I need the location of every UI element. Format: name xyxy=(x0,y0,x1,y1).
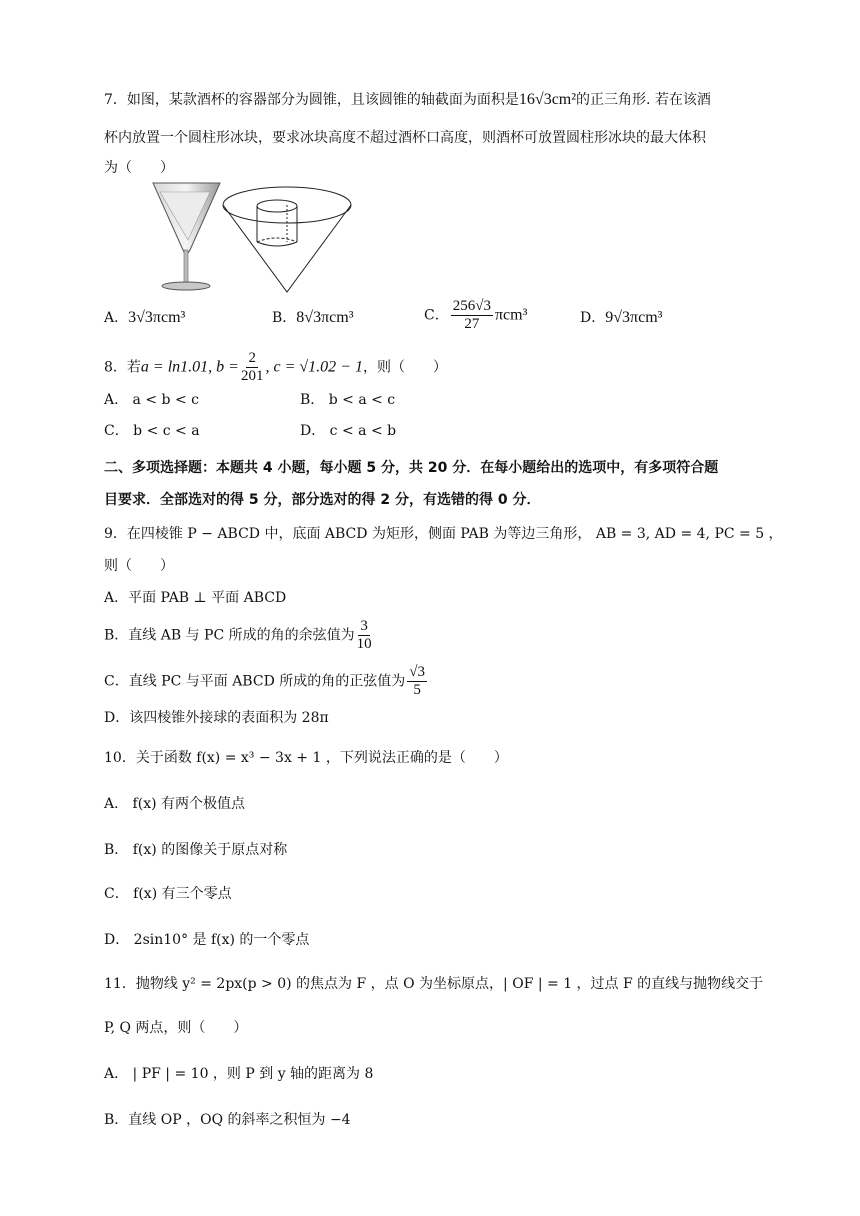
q11-option-b: B．直线 OP ，OQ 的斜率之积恒为 −4 xyxy=(104,1112,351,1128)
q8-option-c: C． b < c < a xyxy=(104,423,200,439)
q7-figure xyxy=(150,180,360,295)
q10-stem: 10．关于函数 f(x) = x³ − 3x + 1 ，下列说法正确的是（ ） xyxy=(104,750,508,766)
q9-stem-line-1: 9．在四棱锥 P − ABCD 中，底面 ABCD 为矩形，侧面 PAB 为等边三角形， AB = 3, AD = 4, PC = 5 ， xyxy=(104,526,783,542)
q7-option-c: C． $\frac{256√3}{27}$ πcm³ xyxy=(424,298,528,332)
q7-area: 16√3cm² xyxy=(518,91,577,108)
q10-option-c: C． f(x) 有三个零点 xyxy=(104,886,232,902)
q7-option-b: B．8√3πcm³ xyxy=(272,309,354,326)
q10-option-d: D． 2sin10° 是 f(x) 的一个零点 xyxy=(104,932,310,948)
q11-option-a: A． | PF | = 10 ，则 P 到 y 轴的距离为 8 xyxy=(104,1066,374,1082)
cone-cylinder-diagram xyxy=(223,187,351,292)
q7-text-post: 的正三角形. 若在该酒 xyxy=(576,92,711,108)
q7-option-d: D．9√3πcm³ xyxy=(580,309,663,326)
q11-stem-line-1: 11．抛物线 y² = 2px(p > 0) 的焦点为 F ，点 O 为坐标原点，| OF | = 1 ，过点 F 的直线与抛物线交于 xyxy=(104,976,764,992)
q9-option-a: A．平面 PAB ⊥ 平面 ABCD xyxy=(104,590,287,606)
q7-line-1 xyxy=(104,90,711,110)
q10-option-b: B． f(x) 的图像关于原点对称 xyxy=(104,842,288,858)
martini-glass-image xyxy=(153,183,220,290)
q8-stem: 8．若a = ln1.01, b = $\frac{2}{201}$ , c = √1.02 − 1，则（ ） xyxy=(104,350,447,384)
q7-line-2: 杯内放置一个圆柱形冰块，要求冰块高度不超过酒杯口高度，则酒杯可放置圆柱形冰块的最大体积 xyxy=(104,130,706,146)
q7-text-pre: 7．如图，某款酒杯的容器部分为圆锥，且该圆锥的轴截面为面积是 xyxy=(104,92,519,108)
q9-option-b: B．直线 AB 与 PC 所成的角的余弦值为 $\frac{3}{10}$ xyxy=(104,618,372,652)
q11-stem-line-2: P, Q 两点，则（ ） xyxy=(104,1020,248,1036)
q9-option-c: C．直线 PC 与平面 ABCD 所成的角的正弦值为 $\frac{√3}{5}$ xyxy=(104,664,425,698)
section2-heading-line-2: 目要求．全部选对的得 5 分，部分选对的得 2 分，有选错的得 0 分． xyxy=(104,492,541,508)
q10-option-a: A． f(x) 有两个极值点 xyxy=(104,796,246,812)
section2-heading-line-1: 二、多项选择题：本题共 4 小题，每小题 5 分，共 20 分．在每小题给出的选项中，有多项符合题 xyxy=(104,460,719,476)
q8-option-a: A． a < b < c xyxy=(104,392,199,408)
q7-option-a: A．3√3πcm³ xyxy=(104,309,186,326)
q8-option-b: B． b < a < c xyxy=(300,392,396,408)
q9-option-d: D．该四棱锥外接球的表面积为 28π xyxy=(104,710,329,726)
q9-stem-line-2: 则（ ） xyxy=(104,558,174,574)
q8-option-d: D． c < a < b xyxy=(300,423,397,439)
q7-line-3: 为（ ） xyxy=(104,160,174,176)
